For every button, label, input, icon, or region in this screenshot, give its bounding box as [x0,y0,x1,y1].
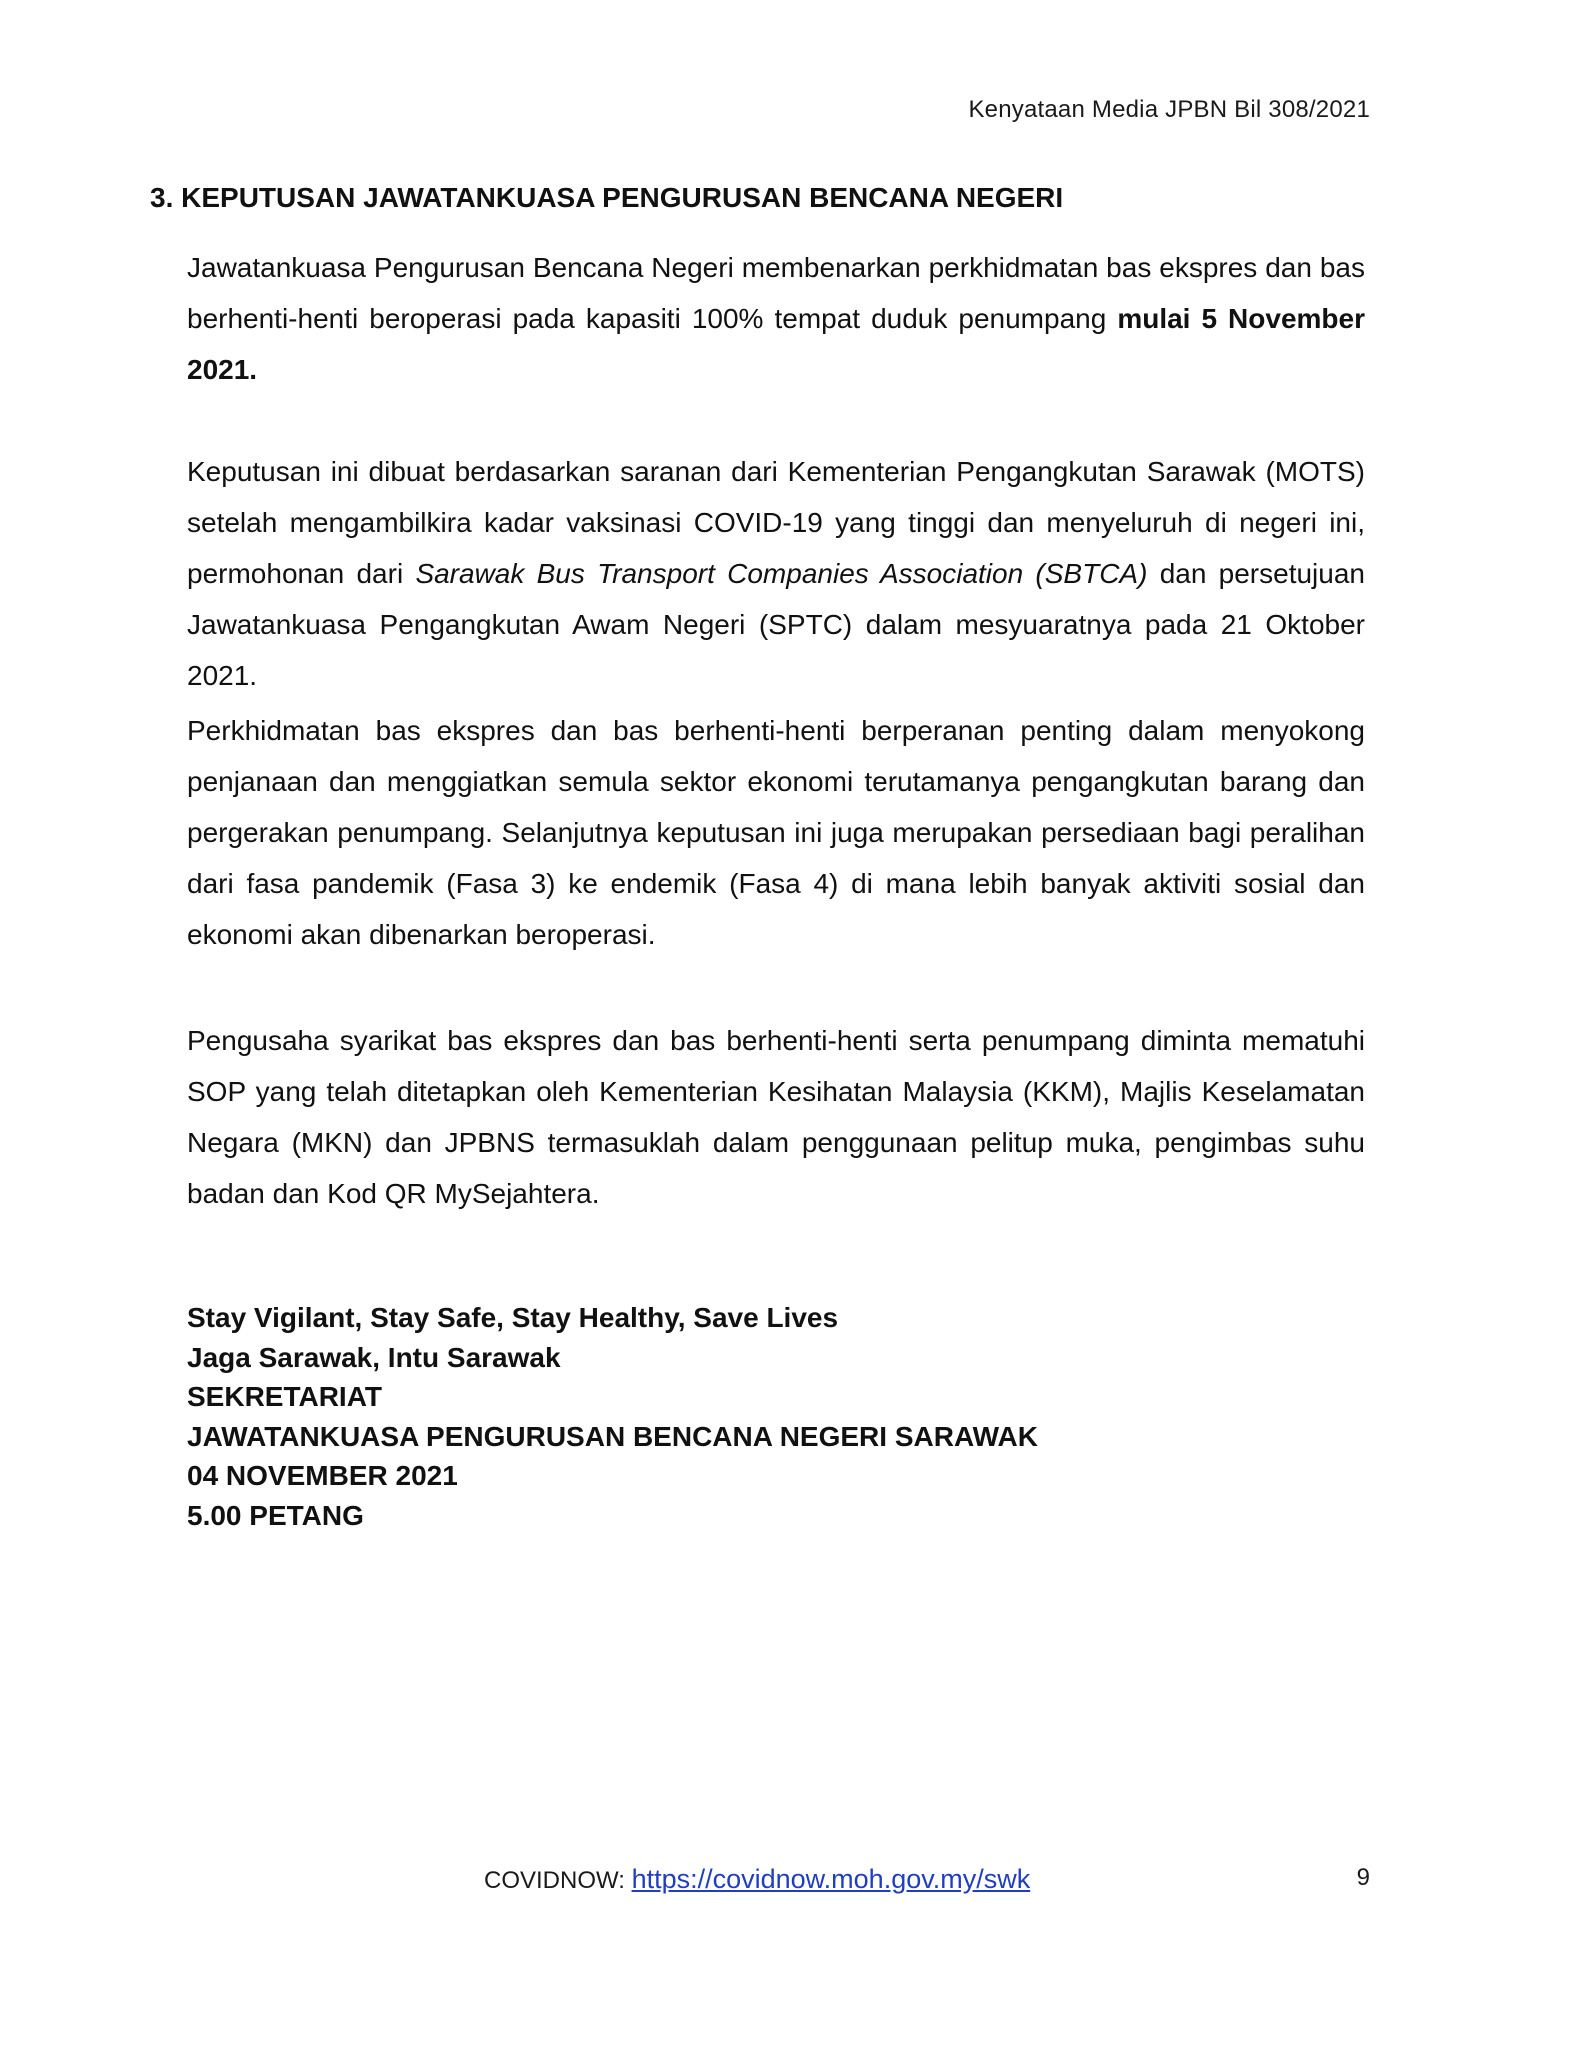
page-number: 9 [1356,1864,1370,1891]
secretariat-label: SEKRETARIAT [187,1381,382,1412]
document-reference: Kenyataan Media JPBN Bil 308/2021 [968,96,1370,123]
paragraph-1-text: Jawatankuasa Pengurusan Bencana Negeri membenarkan perkhidmatan bas ekspres dan bas berhenti-henti beroperasi pada kapasiti 100% tempat duduk penumpang [187,252,1365,334]
release-date: 04 NOVEMBER 2021 [187,1460,458,1491]
paragraph-2-association-name: Sarawak Bus Transport Companies Association (SBTCA) [415,558,1148,589]
slogan-local: Jaga Sarawak, Intu Sarawak [187,1341,561,1373]
covidnow-link[interactable]: https://covidnow.moh.gov.my/swk [631,1864,1031,1894]
footer-covidnow [484,1864,1030,1895]
paragraph-1-effective-date: mulai 5 November 2021. [187,303,1365,385]
paragraph-4: Pengusaha syarikat bas ekspres dan bas berhenti-henti serta penumpang diminta mematuhi SOP yang telah ditetapkan oleh Kementerian Kesihatan Malaysia (KKM), Majlis Keselamatan Negara (MKN) dan JPBNS termasuklah dalam penggunaan pelitup muka, pengimbas suhu badan dan Kod QR MySejahtera. [187,1025,1365,1209]
paragraph-1 [187,242,1365,395]
section-heading: 3. KEPUTUSAN JAWATANKUASA PENGURUSAN BENCANA NEGERI [150,182,1064,213]
footer-label: COVIDNOW: [484,1867,632,1894]
paragraph-2-text-before: Keputusan ini dibuat berdasarkan saranan dari Kementerian Pengangkutan Sarawak (MOTS) setelah mengambilkira kadar vaksinasi COVID-19 yang tinggi dan menyeluruh di negeri ini, permohonan dari [187,456,1365,589]
release-time: 5.00 PETANG [187,1499,364,1531]
paragraph-2-text-after: dan persetujuan Jawatankuasa Pengangkutan Awam Negeri (SPTC) dalam mesyuaratnya pada 21 Oktober 2021. [187,558,1365,691]
paragraph-3: Perkhidmatan bas ekspres dan bas berhenti-henti berperanan penting dalam menyokong penjanaan dan menggiatkan semula sektor ekonomi terutamanya pengangkutan barang dan pergerakan penumpang. Selanjutnya keputusan ini juga merupakan persediaan bagi peralihan dari fasa pandemik (Fasa 3) ke endemik (Fasa 4) di mana lebih banyak aktiviti sosial dan ekonomi akan dibenarkan beroperasi. [187,715,1365,950]
committee-name: JAWATANKUASA PENGURUSAN BENCANA NEGERI SARAWAK [187,1420,1038,1452]
signoff-block [187,1298,1287,1535]
slogan-english: Stay Vigilant, Stay Safe, Stay Healthy, Save Lives [187,1302,839,1333]
paragraph-2 [187,446,1365,701]
